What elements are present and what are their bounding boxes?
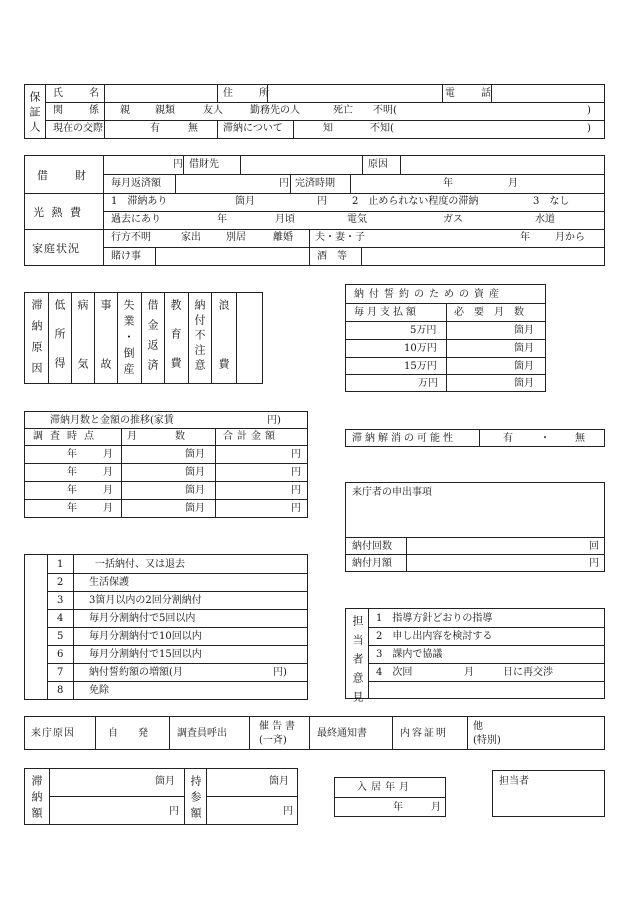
visit-reason-certified[interactable]: 内容証明 (400, 728, 448, 739)
cause-unemployment[interactable]: 失業・倒産 (122, 299, 135, 379)
plan-8-num: 8 (57, 685, 64, 696)
pay-count-label: 納付回数 (352, 541, 392, 552)
visitor-request-field[interactable] (348, 501, 603, 535)
trend-row3-year: 年 (67, 485, 77, 496)
trend-row4-year: 年 (67, 503, 77, 514)
cause-illness[interactable]: 病気 (76, 299, 89, 417)
utility-arrears[interactable]: 1 滞納あり (111, 196, 168, 207)
delinquency-unknown-close: ) (587, 123, 591, 134)
guarantor-relation-label: 関 係 (53, 105, 107, 116)
opinion-item-4-month: 月 (464, 667, 474, 678)
assets-title: 納付誓約のための資産 (354, 289, 504, 300)
delinquency-know[interactable]: 知 (323, 123, 333, 134)
cause-low-income[interactable]: 低所得 (53, 299, 66, 386)
assets-col-monthly: 毎月支払額 (354, 307, 419, 318)
debt-label: 借 財 (37, 169, 94, 182)
trend-row2-months: 箇月 (185, 467, 205, 478)
visitor-request-table (345, 482, 605, 572)
utility-past-year: 年 (217, 214, 227, 225)
trend-row4-month: 月 (103, 503, 113, 514)
relation-coworker[interactable]: 勤務先の人 (250, 105, 300, 116)
staff-label: 担当者 (499, 776, 529, 787)
move-in-label: 入居年月 (357, 782, 413, 793)
family-year: 年 (520, 232, 530, 243)
utility-electric[interactable]: 電気 (347, 214, 367, 225)
staff-opinion-table (345, 608, 605, 710)
trend-row1-year: 年 (67, 449, 77, 460)
assets-months-1: 箇月 (514, 325, 534, 336)
relation-parent[interactable]: 親 (120, 105, 130, 116)
trend-row1-month: 月 (103, 449, 113, 460)
circumstance-table (24, 155, 605, 266)
family-left-home[interactable]: 家出 (181, 232, 201, 243)
plan-5-text[interactable]: 毎月分割納付で10回以内 (89, 631, 202, 642)
visit-reason-called[interactable]: 調査員呼出 (177, 728, 227, 739)
opinion-item-2[interactable]: 2 申し出内容を検討する (376, 631, 493, 642)
plan-7-suffix: 円) (273, 667, 287, 678)
family-separated[interactable]: 別居 (226, 232, 246, 243)
trend-title: 滞納月数と金額の推移(家賃 (50, 415, 174, 426)
staff-box (492, 770, 605, 817)
guarantor-address-field[interactable] (268, 86, 440, 101)
causes-header-label: 滞納原因 (30, 299, 43, 383)
relation-unknown[interactable]: 不明( (373, 105, 397, 116)
plan-7-num: 7 (57, 667, 64, 678)
debt-done-year: 年 (443, 178, 453, 189)
relation-unknown-close: ) (587, 105, 591, 116)
relation-relative[interactable]: 親類 (155, 105, 175, 116)
assets-months-2: 箇月 (514, 343, 534, 354)
visit-reason-other[interactable]: 他 (473, 721, 483, 732)
trend-row2-total: 円 (291, 467, 301, 478)
trend-col-total: 合計金額 (223, 431, 279, 442)
carried-yen-unit: 円 (283, 806, 293, 817)
family-missing[interactable]: 行方不明 (111, 232, 151, 243)
trend-row2-month: 月 (103, 467, 113, 478)
delinquent-yen-unit: 円 (169, 806, 179, 817)
utility-none[interactable]: 3 なし (533, 196, 570, 207)
trend-row2-year: 年 (67, 467, 77, 478)
visit-reason-final[interactable]: 最終通知書 (317, 728, 367, 739)
guarantor-table (24, 84, 605, 139)
plan-7-text[interactable]: 納付誓約額の増額(月 (89, 667, 183, 678)
plan-3-num: 3 (57, 595, 64, 606)
staff-field[interactable] (495, 789, 603, 815)
resolution-table (345, 429, 605, 447)
utility-minor-arrears[interactable]: 2 止められない程度の滞納 (352, 196, 479, 207)
debt-cause-label: 原因 (368, 159, 388, 170)
debt-monthly-unit: 円 (279, 178, 289, 189)
cause-carelessness[interactable]: 納付不注意 (193, 299, 206, 374)
debt-done-month: 月 (508, 178, 518, 189)
contact-no[interactable]: 無 (188, 123, 198, 134)
assets-amount-3: 15万円 (404, 361, 437, 372)
guarantor-address-label: 住 所 (223, 88, 277, 99)
plan-4-text[interactable]: 毎月分割納付で5回以内 (89, 613, 196, 624)
trend-row1-months: 箇月 (185, 449, 205, 460)
pay-count-unit: 回 (589, 541, 599, 552)
visit-reason-notice[interactable]: 催告書 (259, 721, 298, 732)
guarantor-phone-field[interactable] (492, 86, 604, 101)
trend-row4-total: 円 (291, 503, 301, 514)
carried-amount-label: 持参額 (189, 775, 202, 823)
utility-water[interactable]: 水道 (535, 214, 555, 225)
trend-row3-total: 円 (291, 485, 301, 496)
utility-past[interactable]: 過去にあり (111, 214, 161, 225)
pay-amount-unit: 円 (589, 558, 599, 569)
plan-1-num: 1 (57, 559, 64, 570)
plan-5-num: 5 (57, 631, 64, 642)
debt-done-label: 完済時期 (295, 178, 335, 189)
assets-amount-1: 5万円 (410, 325, 437, 336)
trend-col-months: 月 数 (127, 431, 199, 442)
resolution-label: 滞納解消の可能性 (352, 433, 456, 444)
trend-title-yen: 円) (267, 415, 281, 426)
family-divorce[interactable]: 離婚 (273, 232, 293, 243)
trend-col-date: 調査時点 (33, 431, 101, 442)
trend-row1-total: 円 (291, 449, 301, 460)
visitor-label: 来庁者の申出事項 (352, 487, 432, 498)
visit-reason-self[interactable]: 自 発 (108, 728, 148, 739)
opinion-item-4-day: 日に再交渉 (503, 667, 553, 678)
debt-amount-unit: 円 (173, 159, 183, 170)
pledge-assets-table (345, 284, 546, 392)
plan-6-num: 6 (57, 649, 64, 660)
assets-amount-4: 万円 (418, 378, 438, 389)
guarantor-name-label: 氏 名 (53, 88, 107, 99)
opinion-item-4[interactable]: 4 次回 (376, 667, 413, 678)
plan-2-num: 2 (57, 577, 64, 588)
plan-8-text[interactable]: 免除 (89, 685, 109, 696)
guarantor-contact-label: 現在の交際 (53, 123, 103, 134)
guarantor-section-label: 保証人 (28, 91, 41, 136)
delinquency-unknown[interactable]: 不知( (370, 123, 394, 134)
debt-lender-label: 借財先 (189, 159, 219, 170)
utility-gas[interactable]: ガス (443, 214, 463, 225)
trend-row3-month: 月 (103, 485, 113, 496)
assets-amount-2: 10万円 (404, 343, 437, 354)
visit-reason-table (24, 716, 605, 750)
visit-reason-other-sub: (特別) (473, 735, 501, 746)
assets-months-4: 箇月 (514, 378, 534, 389)
plan-6-text[interactable]: 毎月分割納付で15回以内 (89, 649, 202, 660)
cause-education[interactable]: 教育費 (169, 299, 182, 386)
utility-arrears-yen: 円 (317, 196, 327, 207)
family-label: 家庭状況 (32, 242, 80, 255)
payment-plan-table (24, 554, 308, 700)
family-month-from: 月から (555, 232, 585, 243)
utility-label: 光 熱 費 (33, 206, 83, 219)
cause-debt-repayment[interactable]: 借金返済 (146, 299, 159, 379)
assets-col-needed: 必要月数 (454, 307, 534, 318)
move-in-table (334, 777, 446, 817)
resolution-yes[interactable]: 有 (503, 433, 513, 444)
relation-friend[interactable]: 友人 (203, 105, 223, 116)
cause-waste[interactable]: 浪費 (217, 299, 230, 417)
delinquent-months-unit: 箇月 (155, 776, 175, 787)
plan-2-text[interactable]: 生活保護 (89, 577, 129, 588)
relation-deceased[interactable]: 死亡 (333, 105, 353, 116)
trend-row4-months: 箇月 (185, 503, 205, 514)
resolution-no[interactable]: 無 (575, 433, 585, 444)
utility-arrears-months: 箇月 (235, 196, 255, 207)
visit-reason-label: 来庁原因 (31, 728, 75, 739)
debt-monthly-label: 毎月返済額 (111, 178, 161, 189)
carried-months-unit: 箇月 (269, 776, 289, 787)
delinquent-amount-label: 滞納額 (30, 775, 43, 823)
family-spouse[interactable]: 夫・妻・子 (315, 232, 365, 243)
plan-3-text[interactable]: 3箇月以内の2回分割納付 (89, 595, 202, 606)
amounts-table (24, 768, 298, 825)
guarantor-delinquency-label: 滞納について (223, 123, 283, 134)
staff-opinion-label: 担当者意見 (351, 615, 364, 710)
guarantor-name-field[interactable] (105, 86, 215, 101)
pay-amount-label: 納付月額 (352, 558, 392, 569)
contact-yes[interactable]: 有 (150, 123, 160, 134)
delinquency-causes-table (24, 292, 263, 417)
utility-past-month: 月頃 (275, 214, 295, 225)
arrears-trend-table (24, 411, 308, 518)
visit-reason-notice-sub: (一斉) (259, 735, 287, 746)
family-alcohol[interactable]: 酒 等 (317, 251, 347, 262)
opinion-item-3[interactable]: 3 課内で協議 (376, 649, 443, 660)
assets-months-3: 箇月 (514, 361, 534, 372)
cause-accident[interactable]: 事故 (99, 299, 112, 417)
plan-1-text[interactable]: 一括納付、又は退去 (95, 559, 185, 570)
opinion-item-1[interactable]: 1 指導方針どおりの指導 (376, 613, 493, 624)
move-in-month: 月 (431, 802, 441, 813)
plan-4-num: 4 (57, 613, 64, 624)
trend-row3-months: 箇月 (185, 485, 205, 496)
resolution-dot: ・ (540, 433, 550, 444)
family-gambling[interactable]: 賭け事 (111, 251, 141, 262)
guarantor-phone-label: 電 話 (445, 88, 499, 99)
move-in-year: 年 (393, 802, 403, 813)
